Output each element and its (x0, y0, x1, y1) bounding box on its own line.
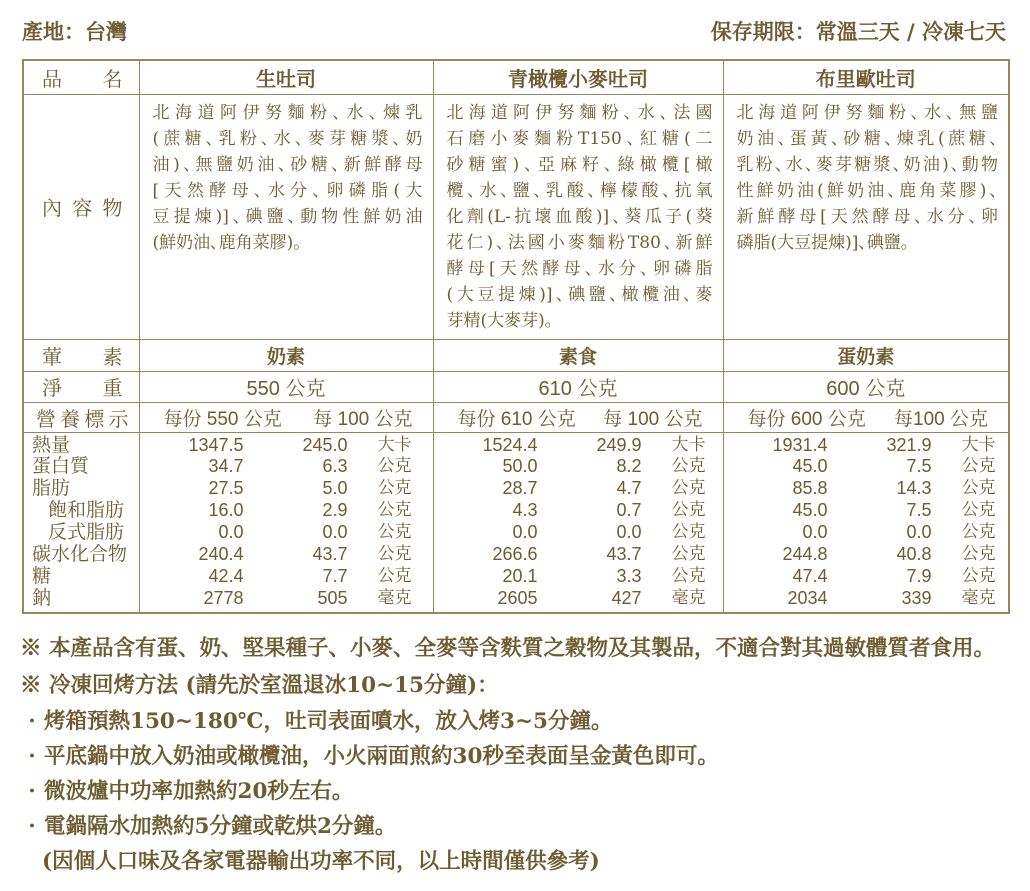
per-serving-value: 244.8 (782, 543, 828, 564)
bullet-icon: · (28, 709, 36, 734)
per-serving-value: 1524.4 (482, 434, 538, 455)
nutrient-name: 碳水化合物 (32, 542, 128, 565)
ingredients-line: 酵母[天然酵母、水分、卵磷脂 (446, 258, 713, 279)
nutrition-value-row (724, 544, 1009, 566)
per-serving-value: 0.0 (512, 522, 538, 543)
per-serving-value: 1931.4 (772, 434, 828, 455)
nutrition-value-row (434, 544, 723, 566)
ingredients-line: 花仁)、法國小麥麵粉T80、新鮮 (446, 232, 713, 253)
per-serving-value: 0.0 (802, 522, 828, 543)
nutrition-header-row (23, 402, 1009, 432)
nutrition-value-row (434, 522, 723, 544)
unit-label: 公克 (671, 543, 706, 564)
per-100g-value: 40.8 (896, 543, 932, 564)
unit-label: 公克 (671, 456, 706, 477)
per-serving-value: 42.4 (208, 565, 244, 586)
bullet-icon: · (28, 744, 36, 769)
per-100g-value: 0.7 (616, 500, 642, 521)
unit-label: 公克 (961, 522, 996, 543)
nutrition-values-cell (723, 432, 1009, 613)
label-header (22, 14, 1006, 48)
diet-type: 奶素 (139, 339, 433, 371)
unit-label: 公克 (377, 456, 412, 477)
nutrient-names-cell (23, 432, 139, 613)
ingredients-cell (433, 94, 723, 339)
unit-label: 公克 (961, 543, 996, 564)
per-100g-header: 每 100 公克 (603, 408, 703, 430)
per-100g-header: 每100 公克 (894, 408, 988, 430)
shelf-life-text: 保存期限：常溫三天 / 冷凍七天 (710, 19, 1006, 44)
ingredients-line: 乳粉、水、麥芽糖漿、奶油)、動物 (736, 154, 998, 175)
net-weight: 600 公克 (723, 371, 1009, 402)
per-100g-value: 0.0 (616, 522, 642, 543)
nutrition-header-cell (139, 402, 433, 432)
per-serving-value: 28.7 (502, 478, 538, 499)
label-net-weight: 淨 重 (23, 371, 139, 402)
nutrition-header-wrap (434, 404, 723, 431)
per-serving-header: 每份 600 公克 (747, 408, 866, 430)
reheat-method-item (20, 739, 1025, 774)
unit-label: 公克 (377, 565, 412, 586)
per-100g-value: 245.0 (302, 434, 348, 455)
nutrient-name: 鈉 (32, 586, 52, 609)
disclaimer: (因個人口味及各家電器輸出功率不同，以上時間僅供參考) (42, 849, 600, 874)
label-product-name: 品 名 (23, 60, 139, 94)
ingredients-line: [天然酵母、水分、卵磷脂(大 (152, 180, 423, 201)
ingredients-line: 芽精(大麥芽)。 (446, 310, 554, 331)
reheat-method-item (20, 704, 1025, 739)
per-serving-value: 2778 (203, 587, 244, 608)
unit-label: 毫克 (377, 587, 412, 608)
per-100g-value: 14.3 (896, 478, 932, 499)
nutrition-value-row (140, 478, 433, 500)
label-ingredients: 內 容 物 (23, 94, 139, 339)
unit-label: 大卡 (671, 434, 706, 455)
per-100g-value: 339 (901, 587, 932, 608)
product-name: 青橄欖小麥吐司 (433, 60, 723, 94)
per-serving-value: 0.0 (218, 522, 244, 543)
nutrition-value-row (434, 478, 723, 500)
nutrient-name: 糖 (32, 564, 52, 587)
per-100g-header: 每 100 公克 (313, 408, 413, 430)
per-100g-value: 6.3 (322, 456, 348, 477)
reheat-title: ※ 冷凍回烤方法 (請先於室溫退冰10~15分鐘)： (20, 673, 499, 698)
diet-type: 素食 (433, 339, 723, 371)
ingredients-line: (蔗糖、乳粉、水、麥芽糖漿、奶 (152, 128, 423, 149)
nutrition-value-row (724, 435, 1009, 457)
ingredients-line: 砂糖蜜)、亞麻籽、綠橄欖[橄 (446, 154, 713, 175)
unit-label: 公克 (961, 478, 996, 499)
per-serving-value: 45.0 (792, 500, 828, 521)
bullet-icon: · (28, 814, 36, 839)
product-name: 布里歐吐司 (723, 60, 1009, 94)
ingredients-line: 磷脂(大豆提煉)]、碘鹽。 (736, 232, 910, 253)
ingredients-line: 石磨小麥麵粉T150、紅糖(二 (446, 128, 713, 149)
nutrition-value-row (434, 500, 723, 522)
nutrient-name: 蛋白質 (32, 455, 90, 478)
nutrition-value-row (724, 478, 1009, 500)
nutrition-value-row (434, 566, 723, 588)
reheat-method-text: 烤箱預熱150~180℃，吐司表面噴水，放入烤3~5分鐘。 (44, 709, 613, 734)
per-serving-value: 2034 (787, 587, 828, 608)
unit-label: 公克 (377, 478, 412, 499)
unit-label: 公克 (377, 500, 412, 521)
nutrition-value-row (724, 522, 1009, 544)
nutrition-value-row (140, 588, 433, 610)
ingredients-line: 豆提煉)]、碘鹽、動物性鮮奶油 (152, 206, 423, 227)
per-serving-value: 4.3 (512, 500, 538, 521)
reheat-method-text: 電鍋隔水加熱約5分鐘或乾烘2分鐘。 (44, 814, 397, 839)
per-serving-value: 85.8 (792, 478, 828, 499)
unit-label: 毫克 (961, 587, 996, 608)
per-serving-value: 20.1 (502, 565, 538, 586)
nutrition-value-row (724, 588, 1009, 610)
nutrient-name: 反式脂肪 (48, 521, 125, 544)
ingredients-line: 北海道阿伊努麵粉、水、煉乳 (152, 102, 423, 123)
nutrition-value-row (140, 500, 433, 522)
nutrition-value-row (434, 456, 723, 478)
reheat-method-text: 平底鍋中放入奶油或橄欖油，小火兩面煎約30秒至表面呈金黃色即可。 (44, 744, 719, 769)
per-100g-value: 2.9 (322, 500, 348, 521)
reheat-method-item (20, 774, 1025, 809)
unit-label: 大卡 (961, 434, 996, 455)
diet-row (23, 339, 1009, 371)
origin-text: 產地：台灣 (22, 19, 127, 44)
per-100g-value: 7.5 (906, 456, 932, 477)
per-serving-header: 每份 610 公克 (457, 408, 576, 430)
per-serving-value: 240.4 (198, 543, 244, 564)
per-serving-value: 47.4 (792, 565, 828, 586)
nutrition-header-cell (433, 402, 723, 432)
unit-label: 大卡 (377, 434, 412, 455)
nutrition-value-row (140, 435, 433, 457)
nutrition-value-row (724, 456, 1009, 478)
ingredients-line: (鮮奶油、鹿角菜膠)。 (152, 232, 302, 253)
per-100g-value: 8.2 (616, 456, 642, 477)
per-serving-value: 1347.5 (188, 434, 244, 455)
ingredients-line: 化劑(L-抗壞血酸)]、葵瓜子(葵 (446, 206, 713, 227)
label-nutrition: 營養標示 (23, 402, 139, 432)
unit-label: 公克 (671, 500, 706, 521)
per-serving-value: 34.7 (208, 456, 244, 477)
per-serving-value: 266.6 (492, 543, 538, 564)
product-name: 生吐司 (139, 60, 433, 94)
nutrition-value-row (724, 566, 1009, 588)
per-100g-value: 5.0 (322, 478, 348, 499)
nutrient-name: 脂肪 (32, 477, 71, 500)
per-serving-header: 每份 550 公克 (163, 408, 282, 430)
product-spec-table (22, 59, 1010, 614)
nutrition-header-cell (723, 402, 1009, 432)
bullet-icon: · (28, 779, 36, 804)
unit-label: 毫克 (671, 587, 706, 608)
per-serving-value: 27.5 (208, 478, 244, 499)
ingredients-row (23, 94, 1009, 339)
reheat-methods-list (20, 704, 1025, 844)
per-100g-value: 7.9 (906, 565, 932, 586)
nutrition-values-cell (139, 432, 433, 613)
per-serving-value: 50.0 (502, 456, 538, 477)
per-100g-value: 505 (317, 587, 348, 608)
allergen-notice: ※ 本產品含有蛋、奶、堅果種子、小麥、全麥等含麩質之穀物及其製品，不適合對其過敏體質者食用。 (20, 636, 995, 661)
unit-label: 公克 (377, 543, 412, 564)
per-100g-value: 43.7 (312, 543, 348, 564)
per-100g-value: 249.9 (596, 434, 642, 455)
reheat-method-item (20, 809, 1025, 844)
diet-type: 蛋奶素 (723, 339, 1009, 371)
ingredients-line: 油)、無鹽奶油、砂糖、新鮮酵母 (152, 154, 423, 175)
ingredients-cell (723, 94, 1009, 339)
per-100g-value: 3.3 (616, 565, 642, 586)
nutrition-values-row (23, 432, 1009, 613)
unit-label: 公克 (377, 522, 412, 543)
per-100g-value: 0.0 (906, 522, 932, 543)
nutrition-header-wrap (724, 404, 1009, 431)
nutrition-value-row (140, 522, 433, 544)
per-100g-value: 43.7 (606, 543, 642, 564)
unit-label: 公克 (671, 522, 706, 543)
nutrient-name: 飽和脂肪 (48, 499, 125, 522)
nutrition-value-row (140, 544, 433, 566)
ingredients-line: (大豆提煉)]、碘鹽、橄欖油、麥 (446, 284, 713, 305)
ingredients-line: 性鮮奶油(鮮奶油、鹿角菜膠)、 (736, 180, 998, 201)
net-weight: 610 公克 (433, 371, 723, 402)
nutrition-value-row (140, 456, 433, 478)
nutrition-value-row (724, 500, 1009, 522)
ingredients-line: 奶油、蛋黃、砂糖、煉乳(蔗糖、 (736, 128, 998, 149)
nutrition-value-row (434, 588, 723, 610)
per-100g-value: 321.9 (886, 434, 932, 455)
ingredients-line: 北海道阿伊努麵粉、水、法國 (446, 102, 713, 123)
unit-label: 公克 (961, 456, 996, 477)
nutrition-values-cell (433, 432, 723, 613)
nutrition-value-row (434, 435, 723, 457)
ingredients-line: 新鮮酵母[天然酵母、水分、卵 (736, 206, 998, 227)
nutrient-name: 熱量 (32, 433, 71, 456)
per-serving-value: 16.0 (208, 500, 244, 521)
net-weight: 550 公克 (139, 371, 433, 402)
unit-label: 公克 (961, 565, 996, 586)
ingredients-cell (139, 94, 433, 339)
per-100g-value: 0.0 (322, 522, 348, 543)
unit-label: 公克 (671, 565, 706, 586)
reheat-method-text: 微波爐中功率加熱約20秒左右。 (44, 779, 354, 804)
per-100g-value: 7.7 (322, 565, 348, 586)
per-100g-value: 427 (611, 587, 642, 608)
nutrition-header-wrap (140, 404, 433, 431)
net-weight-row (23, 371, 1009, 402)
unit-label: 公克 (961, 500, 996, 521)
per-100g-value: 4.7 (616, 478, 642, 499)
label-diet: 葷 素 (23, 339, 139, 371)
ingredients-line: 欖、水、鹽、乳酸、檸檬酸、抗氧 (446, 180, 713, 201)
product-spec-table-body (23, 60, 1009, 613)
ingredients-line: 北海道阿伊努麵粉、水、無鹽 (736, 102, 998, 123)
per-serving-value: 45.0 (792, 456, 828, 477)
per-serving-value: 2605 (497, 587, 538, 608)
per-100g-value: 7.5 (906, 500, 932, 521)
nutrition-value-row (140, 566, 433, 588)
unit-label: 公克 (671, 478, 706, 499)
product-name-row (23, 60, 1009, 94)
notes (20, 630, 1025, 879)
